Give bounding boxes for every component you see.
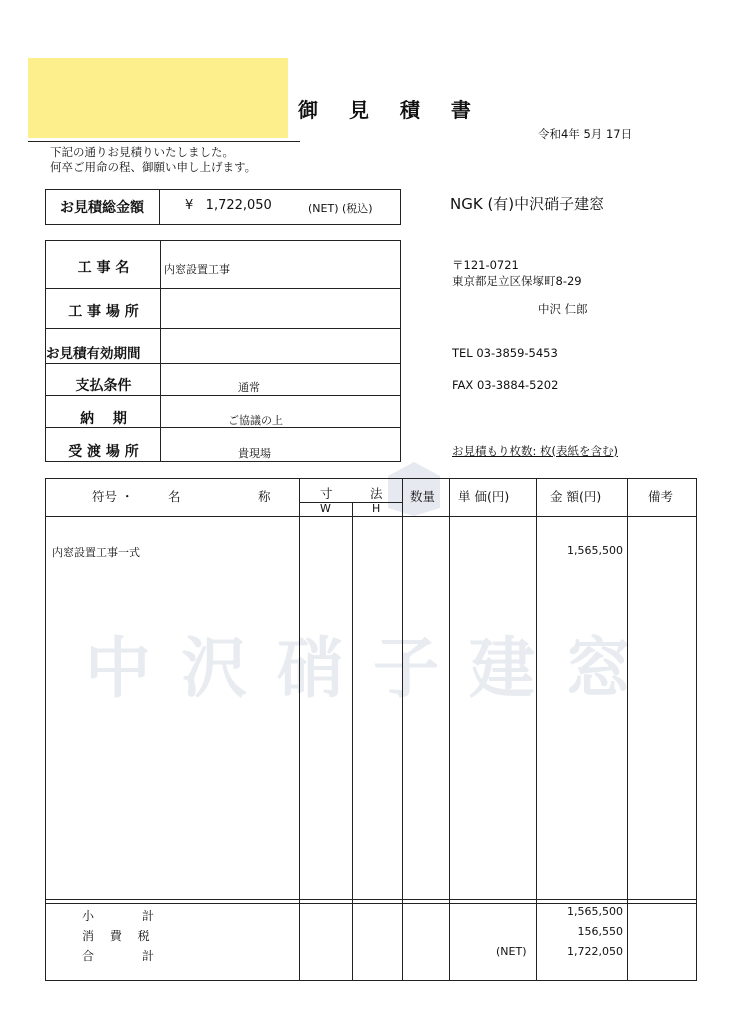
info-row-divider <box>46 328 400 329</box>
handover-value: 貴現場 <box>238 447 271 460</box>
subtotal-value: 1,565,500 <box>567 905 623 918</box>
header-dims-2: 法 <box>370 486 383 501</box>
greeting-line-2: 何卒ご用命の程、御願い申し上げます。 <box>50 160 257 174</box>
company-address: 東京都足立区保塚町8-29 <box>452 274 582 288</box>
info-row-divider <box>46 395 400 396</box>
handover-label: 受 渡 場 所 <box>68 444 139 460</box>
postal-code: 〒121-0721 <box>452 258 519 272</box>
item-name: 内窓設置工事一式 <box>52 546 140 559</box>
grand-total-label: 合 計 <box>82 949 155 963</box>
info-column-divider <box>160 240 161 462</box>
total-label: お見積総金額 <box>45 189 160 225</box>
header-h: H <box>372 502 381 515</box>
col-line <box>449 479 450 980</box>
items-table <box>45 478 697 981</box>
document-title: 御 見 積 書 <box>298 98 483 122</box>
tax-label: 消 費 税 <box>82 929 150 943</box>
project-name-value: 内窓設置工事 <box>164 263 230 276</box>
dims-subheader-line <box>299 502 402 503</box>
header-code: 符号 ・ <box>92 489 134 504</box>
payment-value: 通常 <box>238 381 260 394</box>
grand-total-value: 1,722,050 <box>567 945 623 958</box>
header-w: W <box>320 502 331 515</box>
header-unit-price: 単 価(円) <box>458 489 510 504</box>
header-amount: 金 額(円) <box>550 489 602 504</box>
payment-label: 支払条件 <box>75 378 132 394</box>
delivery-value: ご協議の上 <box>228 414 283 427</box>
pages-note: お見積もり枚数: 枚(表紙を含む) <box>452 444 619 458</box>
total-amount: ¥ 1,722,050 <box>185 198 272 213</box>
contact-person: 中沢 仁郎 <box>538 302 588 316</box>
project-info-table <box>45 240 401 462</box>
company-fax: FAX 03-3884-5202 <box>452 378 559 392</box>
validity-label: お見積有効期間 <box>46 346 141 362</box>
company-tel: TEL 03-3859-5453 <box>452 346 558 360</box>
col-line <box>299 479 300 980</box>
info-row-divider <box>46 363 400 364</box>
header-dims-1: 寸 <box>320 486 333 501</box>
header-bottom-line <box>46 516 696 517</box>
issue-date: 令和4年 5月 17日 <box>538 127 633 141</box>
greeting-line-1: 下記の通りお見積りいたしました。 <box>50 145 234 159</box>
subtotal-label: 小 計 <box>82 909 155 923</box>
header-title: 称 <box>258 489 271 504</box>
company-name: NGK (有)中沢硝子建窓 <box>450 195 605 213</box>
totals-top-line-double <box>46 903 696 904</box>
recipient-underline <box>28 141 300 142</box>
col-line <box>402 479 403 980</box>
project-name-label: 工 事 名 <box>77 260 130 276</box>
delivery-label: 納 期 <box>80 411 127 427</box>
item-amount: 1,565,500 <box>567 544 623 557</box>
totals-top-line <box>46 899 696 900</box>
info-row-divider <box>46 288 400 289</box>
site-label: 工 事 場 所 <box>68 304 139 320</box>
grand-total-note: (NET) <box>496 945 527 958</box>
header-remarks: 備考 <box>648 489 674 504</box>
total-note: (NET) (税込) <box>308 202 373 215</box>
tax-value: 156,550 <box>577 925 623 938</box>
header-qty: 数量 <box>410 489 436 504</box>
col-line <box>627 479 628 980</box>
header-name: 名 <box>168 489 181 504</box>
company-watermark: 中沢硝子建窓 <box>85 630 661 707</box>
col-line <box>352 502 353 980</box>
redacted-recipient <box>28 58 288 138</box>
